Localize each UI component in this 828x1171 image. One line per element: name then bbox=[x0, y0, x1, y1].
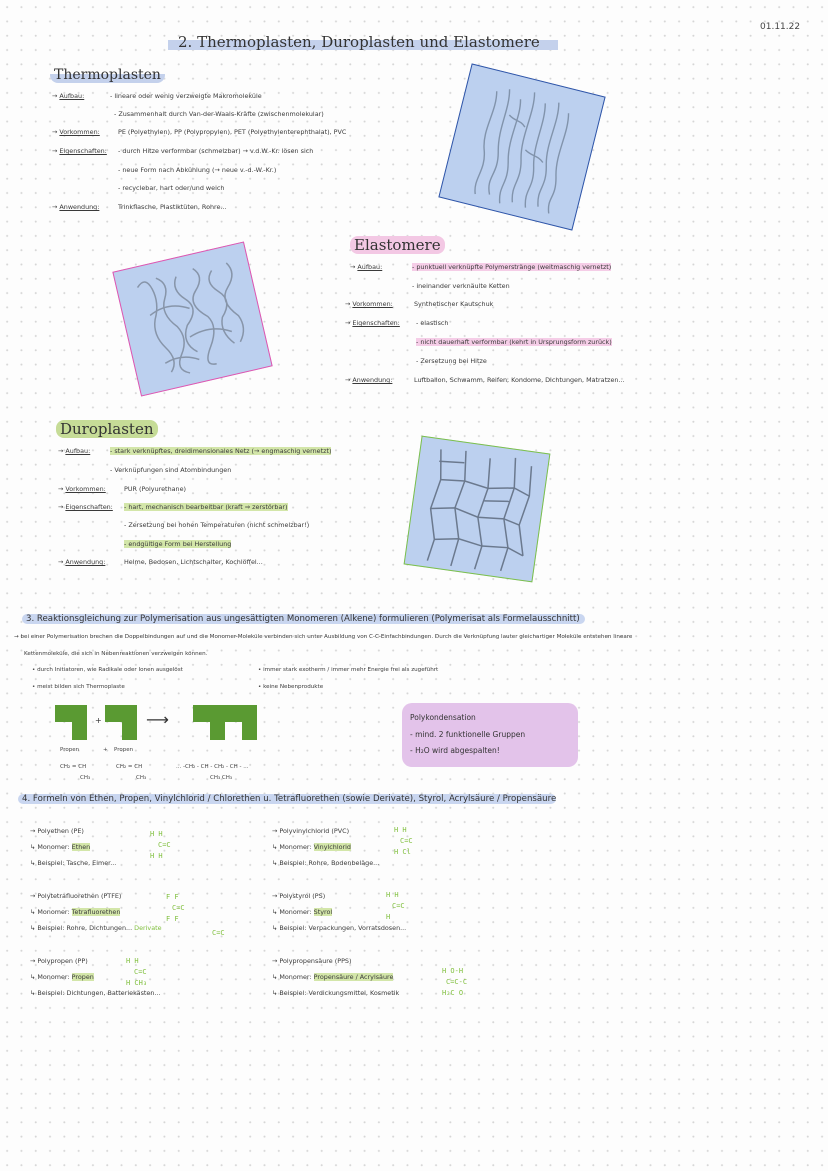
pp-example: ↳ Beispiel: Dichtungen, Batteriekästen... bbox=[30, 989, 161, 997]
elast-vorkommen-label: Vorkommen: bbox=[352, 300, 393, 308]
elast-vorkommen-row: → Vorkommen: bbox=[345, 300, 393, 308]
duro-eig-1: - hart, mechanisch bearbeitbar (kraft ⇒ zerstörbar) bbox=[124, 503, 288, 511]
ptfe-example-row bbox=[30, 924, 162, 932]
pp-monomer-row bbox=[30, 973, 94, 981]
pp-formula-top: H H bbox=[126, 957, 139, 965]
formula-3a: ... -CH₂ - CH - CH₂ - CH - ... bbox=[176, 764, 249, 770]
pp-formula-mid: C=C bbox=[134, 968, 147, 976]
pp-monomer: Propen bbox=[71, 973, 94, 981]
pvc-monomer-row bbox=[272, 843, 351, 851]
thermo-aufbau-2: - Zusammenhalt durch Van-der-Waals-Kräfte (zwischenmolekular) bbox=[114, 110, 324, 118]
pps-formula-bot: H₂C O bbox=[442, 989, 464, 997]
pe-title: → Polyethen (PE) bbox=[30, 827, 84, 835]
elast-eig-2: - nicht dauerhaft verformbar (kehrt in Ursprungsform zurück) bbox=[416, 338, 612, 346]
ps-title: → Polystyrol (PS) bbox=[272, 892, 326, 900]
ps-monomer-row bbox=[272, 908, 332, 916]
date: 01.11.22 bbox=[760, 22, 801, 32]
duro-aufbau-1: - stark verknüpftes, dreidimensionales Netz (→ engmaschig vernetzt) bbox=[110, 447, 332, 455]
pp-title: → Polypropen (PP) bbox=[30, 957, 88, 965]
polymer-shape-2 bbox=[225, 705, 257, 740]
duro-heading: Duroplasten bbox=[56, 420, 158, 438]
thermo-heading: Thermoplasten bbox=[50, 67, 165, 83]
note-line-2: - H₂O wird abgespalten! bbox=[410, 746, 500, 755]
pps-example: ↳ Beispiel: Verdickungsmittel, Kosmetik bbox=[272, 989, 400, 997]
polymer-shape-1 bbox=[193, 705, 225, 740]
pvc-monomer: Vinylchlorid bbox=[313, 843, 351, 851]
formula-1a: CH₂ = CH bbox=[60, 764, 87, 770]
ps-formula-top: H H bbox=[386, 891, 399, 899]
thermoplast-chains-svg bbox=[440, 65, 605, 230]
ptfe-title: → Polytetrafluorethen (PTFE) bbox=[30, 892, 122, 900]
thermo-anw-label: Anwendung: bbox=[59, 203, 100, 211]
elast-aufbau-2: - ineinander verknäulte Ketten bbox=[412, 282, 510, 290]
elast-eig-label: Eigenschaften: bbox=[352, 319, 400, 327]
elast-anw-row: → Anwendung: bbox=[345, 376, 393, 384]
pps-monomer-row bbox=[272, 973, 393, 981]
elast-anw-label: Anwendung: bbox=[352, 376, 393, 384]
duro-aufbau-row: → Aufbau: bbox=[58, 447, 91, 455]
ptfe-formula-mid: C=C bbox=[172, 904, 185, 912]
thermo-eig-2: - neue Form nach Abkühlung (→ neue v.-d.-W.-Kr.) bbox=[118, 166, 277, 174]
elastomer-structure-image bbox=[112, 241, 272, 396]
pe-monomer: Ethen bbox=[71, 843, 91, 851]
ethen-formula-bot: H H bbox=[150, 852, 163, 860]
plus-sign: + bbox=[95, 716, 102, 725]
duro-eig-row: → Eigenschaften: bbox=[58, 503, 113, 511]
pe-example: ↳ Beispiel: Tasche, Eimer... bbox=[30, 859, 117, 867]
duro-vorkommen-label: Vorkommen: bbox=[65, 485, 106, 493]
section3-bullet-1: • durch Initiatoren, wie Radikale oder Ionen ausgelöst bbox=[32, 667, 183, 673]
elastomer-chains-svg bbox=[114, 243, 272, 396]
pp-formula-bot: H CH₃ bbox=[126, 979, 148, 987]
thermo-vorkommen-row: → Vorkommen: bbox=[52, 128, 100, 136]
ptfe-monomer-label: ↳ Monomer: bbox=[30, 908, 70, 916]
section3-intro-2: Kettenmoleküle, die sich in Nebenreaktionen verzweigen können. bbox=[24, 651, 208, 657]
ptfe-formula-top: F F bbox=[166, 893, 179, 901]
note-line-1: - mind. 2 funktionelle Gruppen bbox=[410, 730, 526, 739]
elast-aufbau-1: - punktuell verknüpfte Polymerstränge (weitmaschig vernetzt) bbox=[412, 263, 612, 271]
pvc-example: ↳ Beispiel: Rohre, Bodenbeläge... bbox=[272, 859, 380, 867]
elast-aufbau-label: Aufbau: bbox=[357, 263, 383, 271]
thermo-anw-row: → Anwendung: bbox=[52, 203, 100, 211]
section3-bullet-3: • immer stark exotherm / immer mehr Energie frei als zugeführt bbox=[258, 667, 439, 673]
pps-monomer-label: ↳ Monomer: bbox=[272, 973, 312, 981]
duro-aufbau-label: Aufbau: bbox=[65, 447, 91, 455]
plus-sign-2: + bbox=[103, 747, 108, 753]
pps-monomer: Propensäure / Acrylsäure bbox=[313, 973, 394, 981]
duro-vorkommen-row: → Vorkommen: bbox=[58, 485, 106, 493]
ptfe-monomer: Tetrafluorethen bbox=[71, 908, 121, 916]
page-title: 2. Thermoplasten, Duroplasten und Elastomere bbox=[168, 32, 558, 52]
section3-bullet-2: • meist bilden sich Thermoplaste bbox=[32, 684, 125, 690]
pe-monomer-row bbox=[30, 843, 90, 851]
pps-formula-top: H O-H bbox=[442, 967, 464, 975]
elast-anw: Luftballon, Schwamm, Reifen, Kondome, Dichtungen, Matratzen... bbox=[414, 376, 625, 384]
elast-aufbau-row: → Aufbau: bbox=[350, 263, 383, 271]
pps-title: → Polypropensäure (PPS) bbox=[272, 957, 352, 965]
thermo-eig-row: → Eigenschaften: bbox=[52, 147, 107, 155]
thermo-aufbau-label: Aufbau: bbox=[59, 92, 85, 100]
monomer-shape-2 bbox=[105, 705, 137, 740]
duro-aufbau-2: - Verknüpfungen sind Atombindungen bbox=[110, 466, 232, 474]
ptfe-derivate: Derivate bbox=[134, 924, 162, 932]
formula-2a: CH₂ = CH bbox=[116, 764, 143, 770]
thermoplast-structure-image bbox=[438, 63, 605, 230]
pe-monomer-label: ↳ Monomer: bbox=[30, 843, 70, 851]
elast-heading: Elastomere bbox=[350, 236, 445, 254]
duro-eig-label: Eigenschaften: bbox=[65, 503, 113, 511]
polykondensation-note bbox=[402, 703, 578, 767]
duro-anw-label: Anwendung: bbox=[65, 558, 106, 566]
ps-formula-bot: H bbox=[386, 913, 391, 921]
thermo-vorkommen: PE (Polyethylen), PP (Polypropylen), PET (Polyethylenterephthalat), PVC bbox=[118, 128, 347, 136]
duro-vorkommen: PUR (Polyurethane) bbox=[124, 485, 187, 493]
ps-formula-mid: C=C bbox=[392, 902, 405, 910]
thermo-anw: Trinkflasche, Plastiktüten, Rohre... bbox=[118, 203, 227, 211]
thermo-eig-3: - recyclebar, hart oder/und weich bbox=[118, 184, 225, 192]
thermo-aufbau-row: → Aufbau: bbox=[52, 92, 85, 100]
formula-3b: CH₃ CH₃ bbox=[210, 775, 233, 781]
ps-monomer-label: ↳ Monomer: bbox=[272, 908, 312, 916]
duro-anw: Helme, Bedosen, Lichtschalter, Kochlöffel... bbox=[124, 558, 263, 566]
duroplast-network-svg bbox=[405, 437, 550, 582]
ptfe-formula-bot: F F bbox=[166, 915, 179, 923]
pvc-formula-top: H H bbox=[394, 826, 407, 834]
duro-eig-2: - Zersetzung bei hohen Temperaturen (nicht schmelzbar!) bbox=[124, 521, 310, 529]
duro-anw-row: → Anwendung: bbox=[58, 558, 106, 566]
section3-heading: 3. Reaktionsgleichung zur Polymerisation aus ungesättigten Monomeren (Alkene) formulieren (Polymerisat als Formelausschnitt) bbox=[22, 614, 585, 624]
formula-2b: CH₃ bbox=[136, 775, 147, 781]
ethen-formula-top: H H bbox=[150, 830, 163, 838]
ptfe-monomer-row bbox=[30, 908, 120, 916]
duro-eig-3: - endgültige Form bei Herstellung bbox=[124, 540, 232, 548]
ps-monomer: Styrol bbox=[313, 908, 333, 916]
duroplast-structure-image bbox=[404, 436, 551, 583]
elast-eig-1: - elastisch bbox=[416, 319, 449, 327]
section3-intro-1: → bei einer Polymerisation brechen die Doppelbindungen auf und die Monomer-Moleküle verbinden sich unter Ausbildung von C-C-Einfachbindungen. Durch die Verknüpfung lauter gleichartiger Moleküle entstehen lineare bbox=[14, 634, 633, 640]
pp-monomer-label: ↳ Monomer: bbox=[30, 973, 70, 981]
elast-eig-row: → Eigenschaften: bbox=[345, 319, 400, 327]
reaction-arrow: ⟶ bbox=[146, 710, 169, 729]
pvc-monomer-label: ↳ Monomer: bbox=[272, 843, 312, 851]
monomer-shape-1 bbox=[55, 705, 87, 740]
thermo-eig-1: - durch Hitze verformbar (schmelzbar) → v.d.W.-Kr. lösen sich bbox=[118, 147, 314, 155]
thermo-aufbau-1: - lineare oder wenig verzweigte Makromoleküle bbox=[110, 92, 262, 100]
elast-vorkommen: Synthetischer Kautschuk bbox=[414, 300, 494, 308]
pvc-title: → Polyvinylchlorid (PVC) bbox=[272, 827, 350, 835]
section3-bullet-4: • keine Nebenprodukte bbox=[258, 684, 324, 690]
propen-label-2: Propen bbox=[114, 747, 134, 753]
pvc-formula-mid: C=C bbox=[400, 837, 413, 845]
thermo-vorkommen-label: Vorkommen: bbox=[59, 128, 100, 136]
section4-heading: 4. Formeln von Ethen, Propen, Vinylchlorid / Chlorethen u. Tetrafluorethen (sowie Derivate), Styrol, Acrylsäure / Propensäure bbox=[18, 794, 556, 804]
note-title: Polykondensation bbox=[410, 713, 476, 722]
pps-formula-mid: C=C-C bbox=[446, 978, 468, 986]
thermo-eig-label: Eigenschaften: bbox=[59, 147, 107, 155]
elast-eig-3: - Zersetzung bei Hitze bbox=[416, 357, 487, 365]
ps-example: ↳ Beispiel: Verpackungen, Vorratsdosen... bbox=[272, 924, 407, 932]
ethen-formula-mid: C=C bbox=[158, 841, 171, 849]
derivate-formula-mid: C=C bbox=[212, 929, 225, 937]
pvc-formula-bot: H Cl bbox=[394, 848, 411, 856]
formula-1b: CH₃ bbox=[80, 775, 91, 781]
propen-label-1: Propen bbox=[60, 747, 80, 753]
ptfe-example: ↳ Beispiel: Rohre, Dichtungen... bbox=[30, 924, 133, 932]
